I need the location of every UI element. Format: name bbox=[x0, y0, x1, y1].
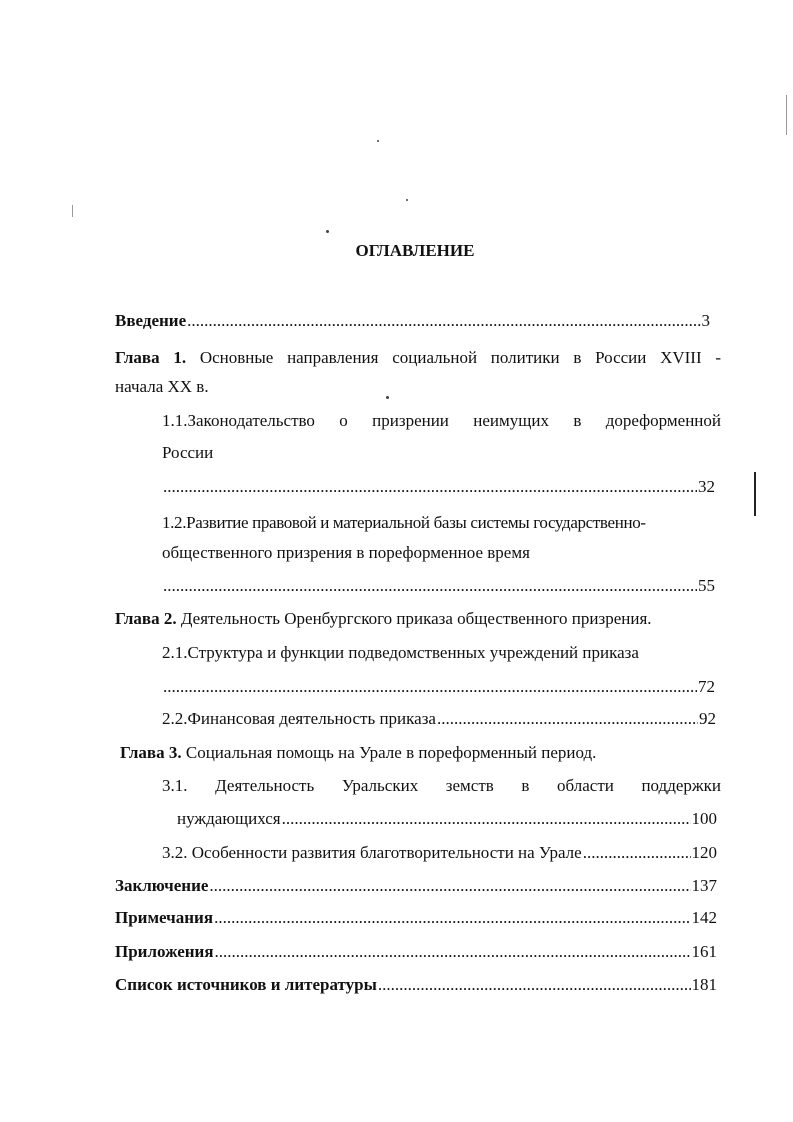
toc-section-2-1-line1[interactable]: 2.1.Структура и функции подведомственных учреждений приказа bbox=[162, 643, 639, 662]
toc-section-1-1-leader bbox=[162, 476, 715, 498]
dot-leader bbox=[583, 842, 691, 864]
toc-section-3-1-line1[interactable]: 3.1. Деятельность Уральских земств в области поддержки bbox=[162, 776, 721, 795]
toc-page-sources: 181 bbox=[691, 975, 717, 994]
chapter-1-title-line1: Основные направления социальной политики в России XVIII - bbox=[199, 348, 721, 367]
toc-entry-appendix[interactable] bbox=[115, 941, 717, 963]
toc-entry-intro[interactable] bbox=[115, 310, 710, 332]
dot-leader bbox=[437, 708, 698, 730]
toc-page-3-2: 120 bbox=[691, 843, 717, 862]
dot-leader bbox=[163, 676, 697, 698]
scan-edge-mark bbox=[754, 472, 756, 516]
scan-edge-mark bbox=[72, 205, 73, 217]
toc-chapter-2[interactable] bbox=[115, 608, 652, 630]
toc-page-intro: 3 bbox=[701, 311, 710, 330]
chapter-1-prefix: Глава 1. bbox=[115, 348, 187, 367]
toc-label-sources: Список источников и литературы bbox=[115, 975, 377, 994]
toc-label-3-1-cont: нуждающихся bbox=[177, 809, 281, 828]
toc-entry-notes[interactable] bbox=[115, 907, 717, 929]
dot-leader bbox=[187, 310, 700, 332]
toc-page-appendix: 161 bbox=[691, 942, 717, 961]
toc-entry-sources[interactable] bbox=[115, 974, 717, 996]
toc-label-conclusion: Заключение bbox=[115, 876, 209, 895]
toc-label-appendix: Приложения bbox=[115, 942, 214, 961]
chapter-2-prefix: Глава 2. bbox=[115, 609, 177, 628]
dot-leader bbox=[282, 808, 691, 830]
scan-speck bbox=[406, 199, 408, 201]
toc-chapter-1-line1[interactable] bbox=[115, 347, 721, 369]
toc-label-3-2: 3.2. Особенности развития благотворительности на Урале bbox=[162, 843, 582, 862]
toc-chapter-3[interactable] bbox=[120, 742, 596, 764]
chapter-1-title-line2: начала XX в. bbox=[115, 377, 209, 396]
toc-label-notes: Примечания bbox=[115, 908, 214, 927]
scan-edge-mark bbox=[786, 95, 787, 135]
toc-page-conclusion: 137 bbox=[691, 876, 717, 895]
chapter-3-prefix: Глава 3. bbox=[120, 743, 182, 762]
toc-section-2-2[interactable] bbox=[162, 708, 716, 730]
toc-label-2-2: 2.2.Финансовая деятельность приказа bbox=[162, 709, 436, 728]
toc-label-intro: Введение bbox=[115, 311, 187, 330]
toc-section-1-2-line2: общественного призрения в пореформенное время bbox=[162, 543, 530, 562]
dot-leader bbox=[214, 907, 690, 929]
scan-speck bbox=[386, 396, 389, 399]
scan-speck bbox=[326, 230, 329, 233]
dot-leader bbox=[215, 941, 691, 963]
dot-leader bbox=[163, 575, 697, 597]
dot-leader bbox=[209, 875, 690, 897]
toc-page-3-1: 100 bbox=[691, 809, 717, 828]
toc-section-2-1-leader bbox=[162, 676, 715, 698]
toc-page-2-2: 92 bbox=[699, 709, 716, 728]
toc-section-3-1-line2 bbox=[177, 808, 717, 830]
toc-section-1-2-leader bbox=[162, 575, 715, 597]
toc-page-2-1: 72 bbox=[698, 677, 715, 696]
page-title: ОГЛАВЛЕНИЕ bbox=[355, 241, 475, 260]
dot-leader bbox=[163, 476, 697, 498]
toc-page-1-1: 32 bbox=[698, 477, 715, 496]
toc-section-1-2-line1[interactable]: 1.2.Развитие правовой и материальной базы системы государственно- bbox=[162, 513, 646, 532]
toc-section-1-1-line1[interactable]: 1.1.Законодательство о призрении неимущих в дореформенной bbox=[162, 411, 721, 430]
chapter-2-title: Деятельность Оренбургского приказа общественного призрения. bbox=[180, 609, 652, 628]
toc-section-3-2[interactable] bbox=[162, 842, 717, 864]
toc-entry-conclusion[interactable] bbox=[115, 875, 717, 897]
toc-page-1-2: 55 bbox=[698, 576, 715, 595]
toc-page-notes: 142 bbox=[691, 908, 717, 927]
scan-speck bbox=[377, 140, 379, 142]
dot-leader bbox=[378, 974, 691, 996]
toc-section-1-1-line2: России bbox=[162, 443, 214, 462]
chapter-3-title: Социальная помощь на Урале в пореформенный период. bbox=[185, 743, 597, 762]
